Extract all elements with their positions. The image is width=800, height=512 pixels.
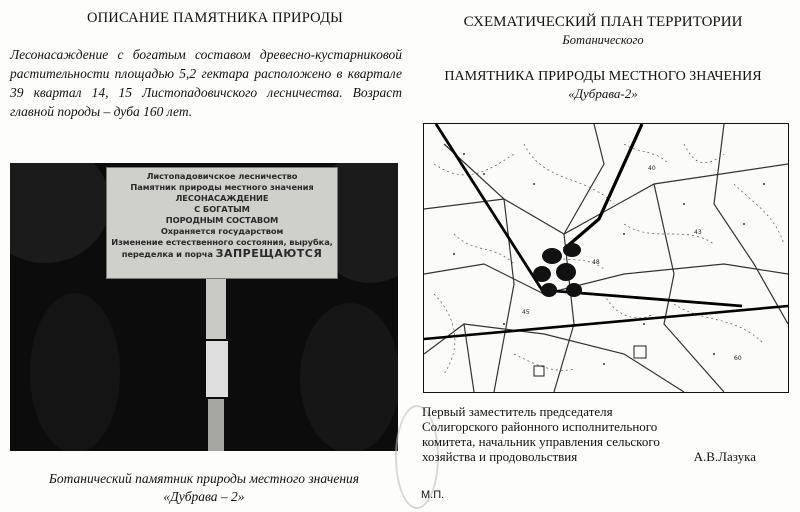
monument-photo bbox=[10, 163, 398, 451]
plan-title-2: ПАМЯТНИКА ПРИРОДЫ МЕСТНОГО ЗНАЧЕНИЯ bbox=[444, 69, 762, 84]
map-label: 40 bbox=[648, 165, 656, 172]
stamp-place-label: М.П. bbox=[421, 489, 445, 501]
map-label: 48 bbox=[592, 259, 600, 266]
sign-line: ПОРОДНЫМ СОСТАВОМ bbox=[165, 215, 279, 225]
sign-line: Листопадовичское лесничество bbox=[146, 171, 298, 181]
signature-line: хозяйства и продовольствия bbox=[422, 449, 578, 464]
sign-line: Памятник природы местного значения bbox=[130, 182, 314, 192]
sign-line: переделка и порча ЗАПРЕЩАЮТСЯ bbox=[121, 247, 323, 260]
signature-line: Первый заместитель председателя bbox=[422, 404, 613, 419]
monument-sign bbox=[106, 167, 338, 279]
signatory-name: А.В.Лазука bbox=[693, 449, 756, 464]
photo-caption bbox=[10, 470, 398, 506]
sign-line: С БОГАТЫМ bbox=[194, 204, 250, 214]
sign-line: Изменение естественного состояния, вырубка, bbox=[111, 237, 333, 247]
caption-line: Ботанический памятник природы местного значения bbox=[48, 471, 360, 486]
description-title: ОПИСАНИЕ ПАМЯТНИКА ПРИРОДЫ bbox=[86, 10, 344, 26]
plan-subtitle: Ботанического bbox=[562, 33, 644, 47]
description-text: Лесонасаждение с богатым составом древесно-кустарниковой растительности площадью 5,2 гектара расположено в квартале 39 квартал 14, 15 Листопадовичского лесничества. Возраст главной породы – дуба 160 лет. bbox=[10, 47, 402, 119]
map-label: 60 bbox=[734, 355, 742, 362]
sign-post-base bbox=[208, 399, 224, 451]
map-label: 45 bbox=[522, 309, 530, 316]
sign-line: ЛЕСОНАСАЖДЕНИЕ bbox=[175, 193, 269, 203]
map-label: 43 bbox=[694, 229, 702, 236]
post-plate bbox=[206, 341, 228, 397]
plan-title: СХЕМАТИЧЕСКИЙ ПЛАН ТЕРРИТОРИИ bbox=[463, 14, 743, 30]
map-drawing bbox=[424, 124, 788, 392]
signature-line: комитета, начальник управления сельского bbox=[422, 434, 660, 449]
sign-forbidden: ЗАПРЕЩАЮТСЯ bbox=[215, 247, 323, 260]
signature-block bbox=[422, 404, 796, 464]
sign-line: Охраняется государством bbox=[160, 226, 284, 236]
caption-line: «Дубрава – 2» bbox=[163, 489, 245, 504]
signature-line: Солигорского районного исполнительного bbox=[422, 419, 658, 434]
monument-name: «Дубрава-2» bbox=[568, 86, 638, 101]
sign-post bbox=[206, 279, 226, 339]
territory-map bbox=[423, 123, 789, 393]
